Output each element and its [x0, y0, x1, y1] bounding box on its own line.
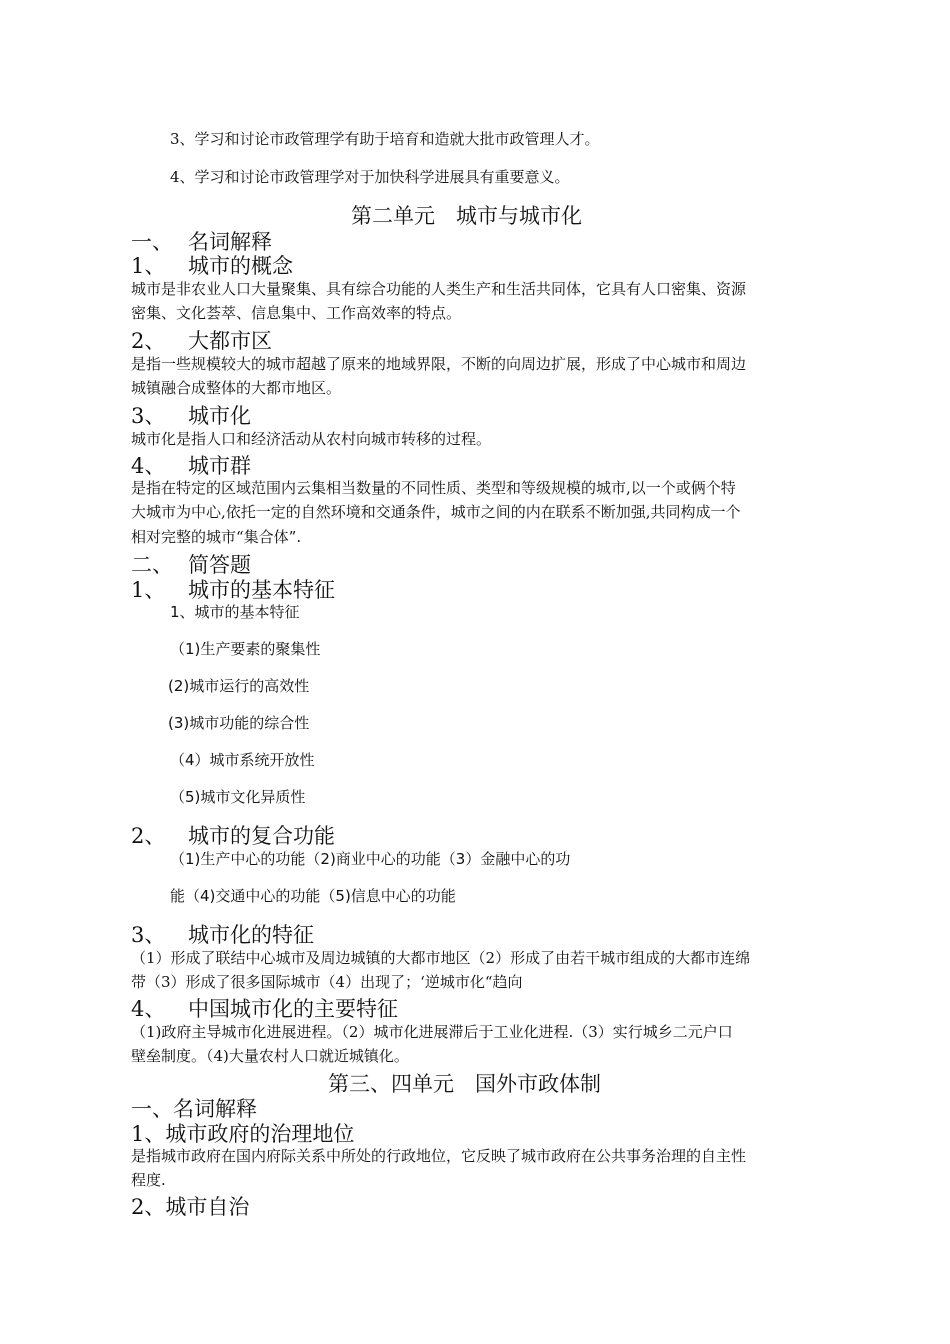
- list-item: (3)城市功能的综合性: [168, 714, 310, 732]
- list-item: (2)城市运行的高效性: [168, 677, 310, 695]
- paragraph-line: 程度.: [131, 1171, 166, 1189]
- unit34-title: 第三、四单元 国外市政体制: [328, 1072, 601, 1096]
- heading-number: 3、: [131, 923, 166, 947]
- term-heading-governance-status: 1、城市政府的治理地位: [131, 1122, 355, 1146]
- paragraph-line: 相对完整的城市“集合体”.: [131, 528, 302, 546]
- term-heading-urbanization: [131, 400, 251, 430]
- paragraph-line: 是指在特定的区域范围内云集相当数量的不同性质、类型和等级规模的城市,以一个或俩个特: [131, 479, 736, 497]
- paragraph-line: 城市化是指人口和经济活动从农村向城市转移的过程。: [131, 430, 492, 448]
- heading-number: 二、: [131, 553, 173, 577]
- heading-number: 4、: [131, 454, 166, 478]
- heading-label: 城市的复合功能: [188, 824, 335, 848]
- question-heading-urbanization-features: [131, 919, 314, 949]
- question-heading-composite-functions: [131, 820, 335, 850]
- heading-label: 中国城市化的主要特征: [188, 997, 398, 1021]
- heading-number: 一、: [131, 230, 173, 254]
- heading-number: 2、: [131, 824, 166, 848]
- heading-label: 城市的基本特征: [188, 578, 335, 602]
- heading-label: 城市的概念: [188, 254, 293, 278]
- paragraph-line: 大城市为中心,依托一定的自然环境和交通条件，城市之间的内在联系不断加强,共同构成一个: [131, 503, 741, 521]
- term-heading-city-autonomy: 2、城市自治: [131, 1195, 250, 1219]
- unit2-title: 第二单元 城市与城市化: [351, 204, 582, 228]
- unit34-part1-heading: 一、名词解释: [131, 1097, 257, 1121]
- question-heading-basic-features: [131, 574, 335, 604]
- paragraph-line: （1）形成了联结中心城市及周边城镇的大都市地区（2）形成了由若干城市组成的大都市连绵: [131, 949, 751, 967]
- intro-item-4: 4、学习和讨论市政管理学对于加快科学进展具有重要意义。: [170, 168, 570, 186]
- paragraph-line: 是指一些规模较大的城市超越了原来的地域界限，不断的向周边扩展，形成了中心城市和周边: [131, 355, 747, 373]
- paragraph-line: （1)生产中心的功能（2)商业中心的功能（3）金融中心的功: [170, 850, 571, 868]
- list-item: （5)城市文化异质性: [170, 788, 306, 806]
- heading-number: 4、: [131, 997, 166, 1021]
- paragraph-line: 城市是非农业人口大量聚集、具有综合功能的人类生产和生活共同体，它具有人口密集、资源: [131, 280, 747, 298]
- list-item: 1、城市的基本特征: [170, 603, 300, 621]
- heading-label: 城市化: [188, 404, 251, 428]
- paragraph-line: 城镇融合成整体的大都市地区。: [131, 379, 342, 397]
- heading-label: 简答题: [188, 553, 251, 577]
- paragraph-line: （1)政府主导城市化进展进程。（2）城市化进展滞后于工业化进程.（3）实行城乡二元户口: [131, 1023, 733, 1041]
- paragraph-line: 能（4)交通中心的功能（5)信息中心的功能: [170, 887, 456, 905]
- heading-label: 名词解释: [188, 230, 272, 254]
- list-item: （4）城市系统开放性: [170, 751, 315, 769]
- paragraph-line: 是指城市政府在国内府际关系中所处的行政地位，它反映了城市政府在公共事务治理的自主性: [131, 1147, 747, 1165]
- heading-label: 大都市区: [188, 329, 272, 353]
- paragraph-line: 带（3）形成了很多国际城市（4）出现了；‘逆城市化“趋向: [131, 973, 523, 991]
- paragraph-line: 壁垒制度。（4)大量农村人口就近城镇化。: [131, 1047, 409, 1065]
- list-item: （1)生产要素的聚集性: [170, 640, 321, 658]
- heading-number: 1、: [131, 254, 166, 278]
- term-heading-city-cluster: [131, 450, 251, 480]
- heading-number: 1、: [131, 578, 166, 602]
- heading-label: 城市化的特征: [188, 923, 314, 947]
- paragraph-line: 密集、文化荟萃、信息集中、工作高效率的特点。: [131, 304, 462, 322]
- intro-item-3: 3、学习和讨论市政管理学有助于培育和造就大批市政管理人才。: [170, 130, 600, 148]
- heading-number: 2、: [131, 329, 166, 353]
- heading-number: 3、: [131, 404, 166, 428]
- heading-label: 城市群: [188, 454, 251, 478]
- term-heading-metro-area: [131, 325, 272, 355]
- term-heading-city-concept: [131, 250, 293, 280]
- question-heading-china-urbanization: [131, 993, 398, 1023]
